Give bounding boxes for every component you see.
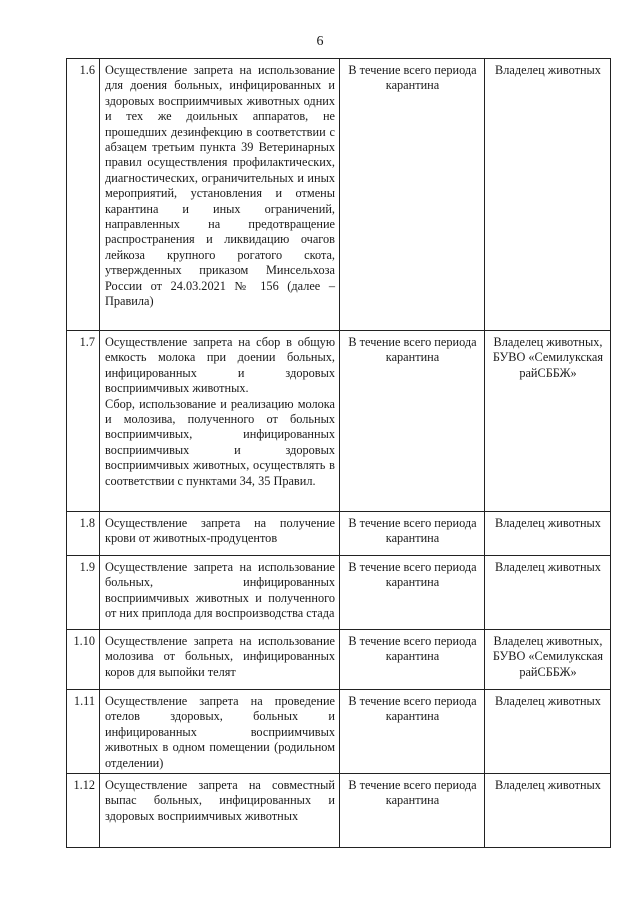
term-cell: В течение всего периода карантина <box>340 774 485 848</box>
table-row <box>67 331 611 512</box>
action-text: Осуществление запрета на получение крови от животных-продуцентов <box>105 516 335 546</box>
row-number: 1.12 <box>67 774 100 848</box>
term-cell: В течение всего периода карантина <box>340 512 485 556</box>
responsible-cell: Владелец животных <box>485 59 611 331</box>
term-cell: В течение всего периода карантина <box>340 331 485 512</box>
action-cell <box>100 556 340 630</box>
responsible-cell: Владелец животных, БУВО «Семилукская райСББЖ» <box>485 331 611 512</box>
action-text: Осуществление запрета на сбор в общую емкость молока при доении больных, инфицированных и здоровых восприимчивых животных. <box>105 335 335 396</box>
table-row <box>67 630 611 690</box>
term-cell: В течение всего периода карантина <box>340 556 485 630</box>
action-cell <box>100 630 340 690</box>
responsible-cell: Владелец животных <box>485 690 611 774</box>
action-text: Осуществление запрета на проведение отелов здоровых, больных и инфицированных восприимчивых животных в одном помещении (родильном отделении) <box>105 694 335 770</box>
term-cell: В течение всего периода карантина <box>340 59 485 331</box>
row-number: 1.9 <box>67 556 100 630</box>
row-number: 1.10 <box>67 630 100 690</box>
action-text: Осуществление запрета на использование больных, инфицированных восприимчивых животных и полученного от них приплода для воспроизводства стада <box>105 560 335 621</box>
responsible-cell: Владелец животных <box>485 512 611 556</box>
row-number: 1.11 <box>67 690 100 774</box>
action-cell <box>100 331 340 512</box>
term-cell: В течение всего периода карантина <box>340 630 485 690</box>
action-cell <box>100 512 340 556</box>
action-cell <box>100 774 340 848</box>
responsible-cell: Владелец животных, БУВО «Семилукская райСББЖ» <box>485 630 611 690</box>
action-text: Осуществление запрета на совместный выпас больных, инфицированных и здоровых восприимчивых животных <box>105 778 335 823</box>
table-row <box>67 690 611 774</box>
term-cell: В течение всего периода карантина <box>340 690 485 774</box>
responsible-cell: Владелец животных <box>485 556 611 630</box>
table-row <box>67 512 611 556</box>
row-number: 1.8 <box>67 512 100 556</box>
action-text: Сбор, использование и реализацию молока и молозива, полученного от больных восприимчивых, инфицированных восприимчивых и здоровых восприимчивых животных, осуществлять в соответствии с пунктами 34, 35 Правил. <box>105 396 335 488</box>
measures-table <box>66 58 611 848</box>
action-cell <box>100 59 340 331</box>
row-number: 1.6 <box>67 59 100 331</box>
row-number: 1.7 <box>67 331 100 512</box>
table-row <box>67 774 611 848</box>
table-row <box>67 556 611 630</box>
table-row <box>67 59 611 331</box>
action-text: Осуществление запрета на использование молозива от больных, инфицированных коров для выпойки телят <box>105 634 335 679</box>
page-number: 6 <box>316 34 324 49</box>
action-text: Осуществление запрета на использование для доения больных, инфицированных и здоровых восприимчивых животных одних и тех же доильных аппаратов, не прошедших дезинфекцию в соответствии с абзацем третьим пункта 39 Ветеринарных правил осуществления профилактических, диагностических, ограничительных и иных мероприятий, установления и отмены карантина и иных ограничений, направленных на предотвращение распространения и ликвидацию очагов лейкоза крупного рогатого скота, утвержденных приказом Минсельхоза России от 24.03.2021 № 156 (далее – Правила) <box>105 63 335 309</box>
action-cell <box>100 690 340 774</box>
responsible-cell: Владелец животных <box>485 774 611 848</box>
